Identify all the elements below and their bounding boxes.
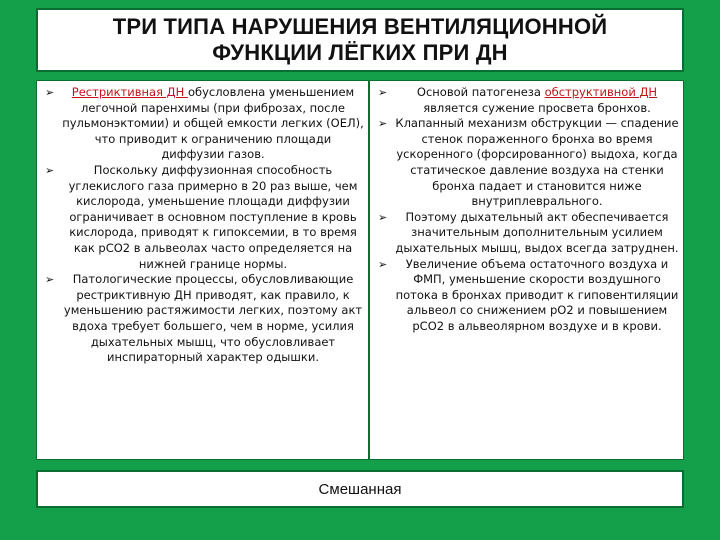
arrow-bullet-icon: ➢	[45, 273, 55, 287]
list-item	[45, 85, 364, 163]
mixed-type-box	[36, 470, 684, 508]
restrictive-column	[37, 81, 370, 459]
content-panel	[36, 80, 684, 460]
list-item-text: Увеличение объема остаточного воздуха и ФМП, уменьшение скорости воздушного потока в бронхах приводит к гиповентиляции альвеол со снижением рО2 и повышением рСО2 в альвеолярном воздухе и в крови.	[395, 256, 679, 333]
slide-title	[36, 8, 684, 72]
list-item	[378, 210, 679, 257]
list-item-text: Клапанный механизм обструкции — спадение стенок пораженного бронха во время ускоренного (форсированного) выдоха, когда статическое давление воздуха на стенки бронха падает и становится ниже внутриплеврального.	[395, 116, 679, 209]
arrow-bullet-icon: ➢	[378, 117, 388, 131]
list-item-text: Поэтому дыхательный акт обеспечивается значительным дополнительным усилием дыхательных мышц, выдох всегда затруднен.	[395, 209, 679, 255]
list-item-text: Поскольку диффузионная способность углекислого газа примерно в 20 раз выше, чем кислорода, уменьшение площади диффузии ограничивает в основном поступление в кровь кислорода, приводят к гипоксемии, в то время как рСО2 в альвеолах часто определяется на нижней границе нормы.	[68, 162, 358, 271]
list-item-text: Патологические процессы, обусловливающие рестриктивную ДН приводят, как правило, к уменьшению растяжимости легких, поэтому акт вдоха требует большего, чем в норме, усилия дыхательных мышц, что обусловливает инспираторный характер одышки.	[63, 272, 363, 365]
list-item-text: является сужение просвета бронхов.	[423, 100, 651, 115]
arrow-bullet-icon: ➢	[378, 257, 388, 271]
mixed-type-label: Смешанная	[318, 480, 402, 498]
arrow-bullet-icon: ➢	[378, 210, 388, 224]
obstructive-column	[370, 81, 683, 459]
list-item	[45, 272, 364, 366]
obstructive-term-link[interactable]: обструктивной ДН	[544, 85, 658, 99]
list-item-text: обусловлена уменьшением легочной паренхимы (при фиброзах, после пульмонэктомии) и общей емкости легких (ОЕЛ), что приводит к ограничению площади диффузии газов.	[62, 85, 364, 162]
list-item	[378, 85, 679, 116]
restrictive-term-link[interactable]: Рестриктивная ДН	[71, 85, 188, 99]
arrow-bullet-icon: ➢	[45, 86, 55, 99]
title-line-2: ФУНКЦИИ ЛЁГКИХ ПРИ ДН	[212, 40, 508, 65]
arrow-bullet-icon: ➢	[378, 86, 388, 99]
arrow-bullet-icon: ➢	[45, 163, 55, 177]
list-item	[45, 163, 364, 272]
list-item-text: Основой патогенеза	[416, 85, 545, 99]
list-item	[378, 116, 679, 210]
title-line-1: ТРИ ТИПА НАРУШЕНИЯ ВЕНТИЛЯЦИОННОЙ	[112, 14, 608, 39]
list-item	[378, 257, 679, 335]
